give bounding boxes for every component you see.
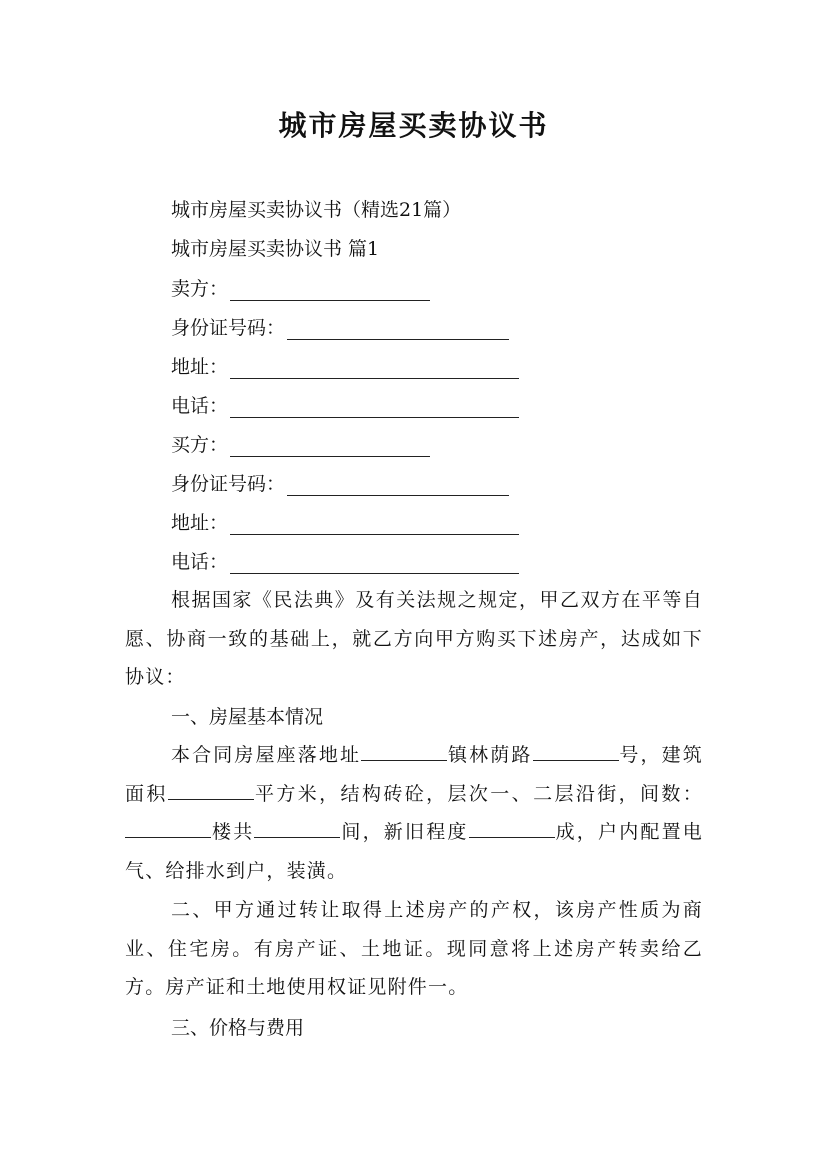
clause1-text-2: 镇林荫路	[447, 744, 533, 766]
clause1-text-6: 间，新旧程度	[340, 821, 469, 844]
street-number-blank[interactable]	[533, 742, 619, 761]
floor-blank[interactable]	[125, 819, 211, 838]
buyer-id-field[interactable]	[171, 472, 509, 496]
room-count-blank[interactable]	[254, 819, 340, 838]
buyer-id-blank[interactable]	[287, 477, 509, 496]
buyer-blank[interactable]	[230, 438, 430, 457]
clause2-paragraph: 二、甲方通过转让取得上述房产的产权，该房产性质为商业、住宅房。有房产证、土地证。现同意将上述房产转卖给乙方。房产证和土地使用权证见附件一。	[125, 899, 703, 999]
seller-label: 卖方：	[171, 278, 229, 300]
address-blank[interactable]	[361, 742, 447, 761]
intro-paragraph: 根据国家《民法典》及有关法规之规定，甲乙双方在平等自愿、协商一致的基础上，就乙方向甲方购买下述房产，达成如下协议：	[125, 589, 703, 689]
section-heading: 城市房屋买卖协议书 篇1	[171, 238, 380, 260]
seller-phone-field[interactable]	[171, 394, 519, 418]
clause1-text-3: 号，建筑面积	[125, 744, 703, 805]
clause1-text-7: 成，户内配置电气、给排水到户，装潢。	[125, 821, 704, 883]
seller-phone-label: 电话：	[171, 395, 229, 417]
clause1-paragraph	[125, 736, 703, 891]
clause3-heading: 三、价格与费用	[171, 1017, 305, 1039]
clause1-text-1: 本合同房屋座落地址	[171, 744, 362, 766]
buyer-address-field[interactable]	[171, 511, 519, 535]
clause1-text-5: 楼共	[211, 821, 255, 844]
seller-field[interactable]	[171, 277, 430, 301]
document-subtitle: 城市房屋买卖协议书（精选21篇）	[171, 199, 462, 221]
seller-id-label: 身份证号码：	[171, 317, 286, 339]
condition-blank[interactable]	[469, 819, 555, 838]
seller-id-blank[interactable]	[287, 321, 509, 340]
area-blank[interactable]	[168, 781, 254, 800]
buyer-address-label: 地址：	[171, 512, 229, 534]
seller-blank[interactable]	[230, 282, 430, 301]
seller-phone-blank[interactable]	[230, 399, 519, 418]
buyer-phone-field[interactable]	[171, 550, 519, 574]
buyer-address-blank[interactable]	[230, 516, 519, 535]
seller-address-field[interactable]	[171, 355, 519, 379]
buyer-label: 买方：	[171, 434, 229, 456]
buyer-phone-label: 电话：	[171, 551, 229, 573]
document-title: 城市房屋买卖协议书	[278, 109, 549, 142]
seller-address-blank[interactable]	[230, 360, 519, 379]
buyer-phone-blank[interactable]	[230, 555, 519, 574]
clause1-text-4: 平方米，结构砖砼，层次一、二层沿街，间数：	[253, 782, 704, 805]
seller-id-field[interactable]	[171, 316, 509, 340]
clause1-heading: 一、房屋基本情况	[171, 706, 324, 728]
buyer-field[interactable]	[171, 433, 430, 457]
seller-address-label: 地址：	[171, 356, 229, 378]
buyer-id-label: 身份证号码：	[171, 473, 286, 495]
